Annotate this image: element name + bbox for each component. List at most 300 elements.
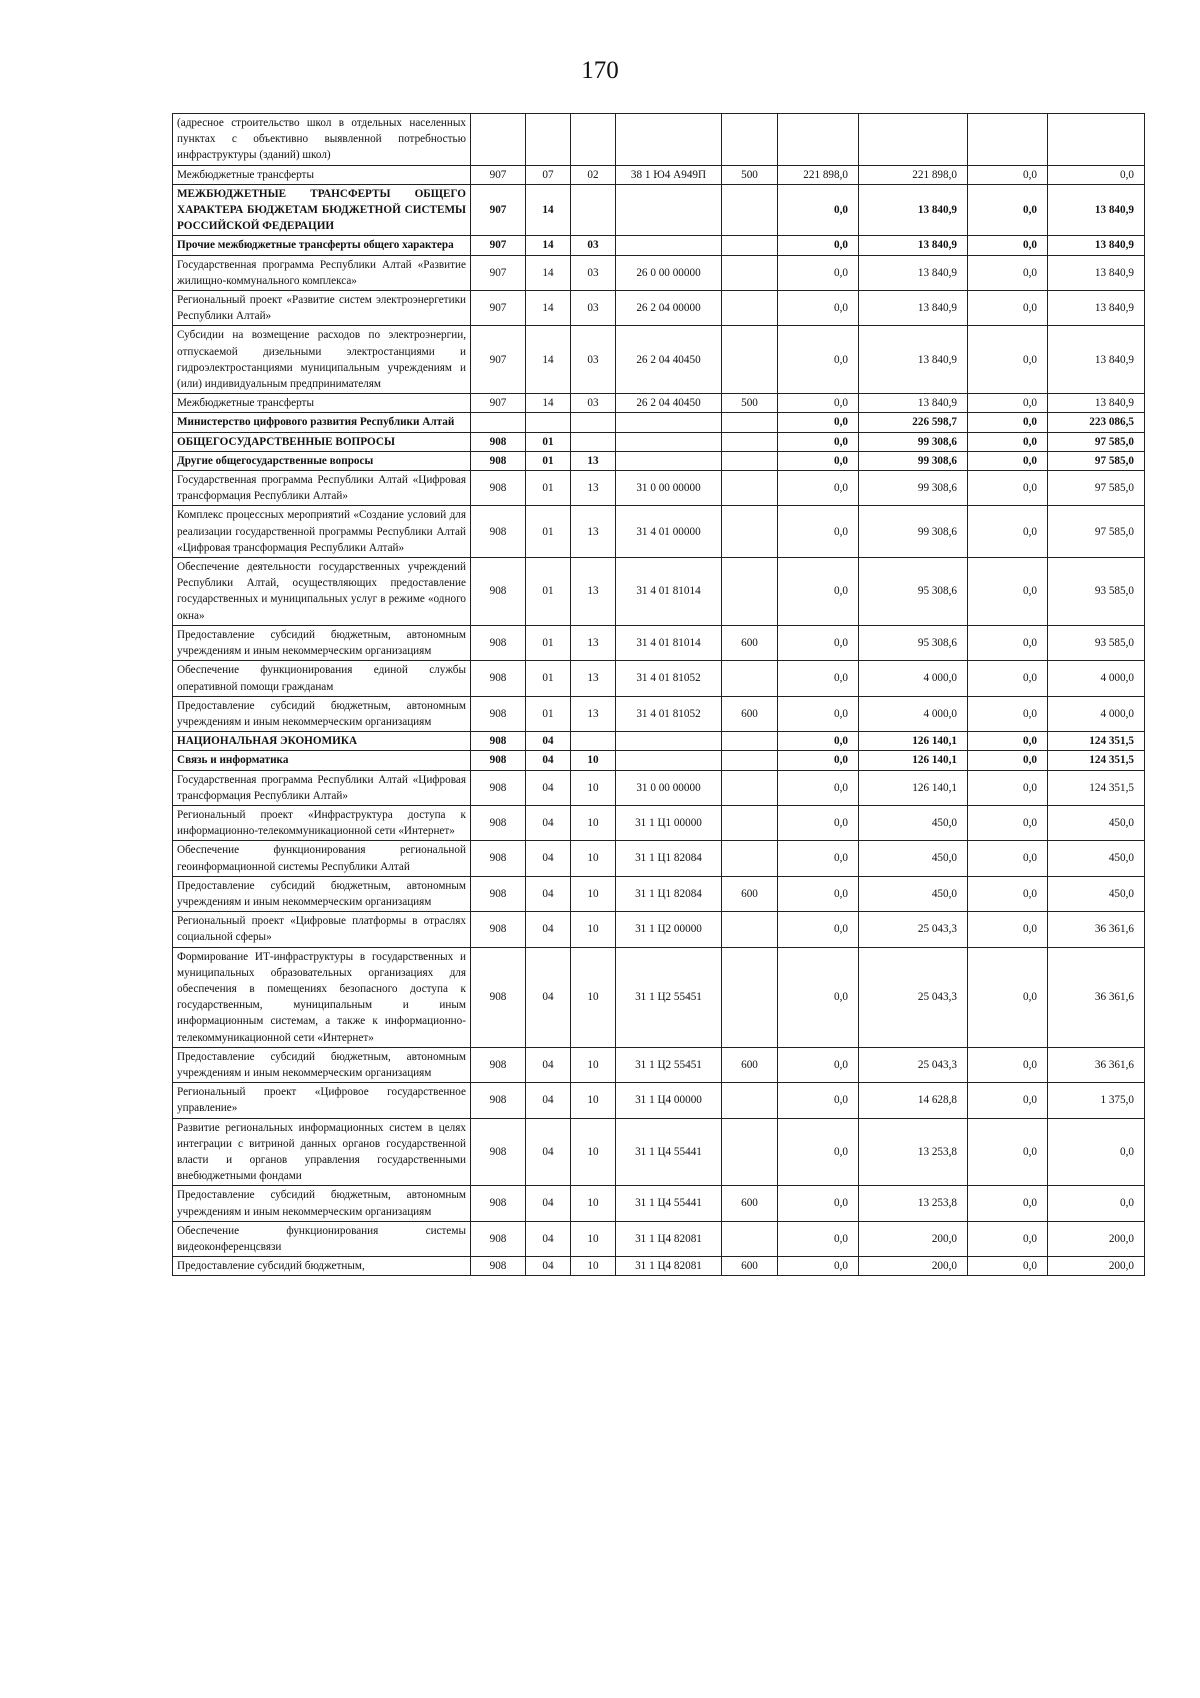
value-1-cell: 0,0 (778, 805, 859, 840)
value-1-cell: 0,0 (778, 394, 859, 413)
value-3-cell: 0,0 (968, 291, 1048, 326)
value-2-cell: 99 308,6 (859, 471, 968, 506)
grbs-code-cell: 908 (471, 912, 526, 947)
subsection-code-cell: 10 (571, 1118, 616, 1186)
grbs-code-cell: 908 (471, 625, 526, 660)
row-name-cell: Комплекс процессных мероприятий «Создание условий для реализации государственной программы Республики Алтай «Цифровая трансформация Республики Алтай» (173, 506, 471, 558)
row-name-cell: Региональный проект «Инфраструктура доступа к информационно-телекоммуникационной сети «Интернет» (173, 805, 471, 840)
value-3-cell (968, 114, 1048, 166)
section-code-cell: 04 (526, 876, 571, 911)
row-name-cell: Региональный проект «Цифровые платформы в отраслях социальной сферы» (173, 912, 471, 947)
value-3-cell: 0,0 (968, 558, 1048, 626)
section-code-cell: 04 (526, 1221, 571, 1256)
section-code-cell: 04 (526, 770, 571, 805)
target-article-cell: 26 2 04 40450 (616, 394, 722, 413)
table-row (173, 1047, 1145, 1082)
subsection-code-cell: 10 (571, 876, 616, 911)
table-row (173, 876, 1145, 911)
row-name-cell: ОБЩЕГОСУДАРСТВЕННЫЕ ВОПРОСЫ (173, 432, 471, 451)
subsection-code-cell: 10 (571, 947, 616, 1047)
subsection-code-cell: 03 (571, 394, 616, 413)
expense-type-cell: 600 (722, 1186, 778, 1221)
value-1-cell: 0,0 (778, 751, 859, 770)
expense-type-cell (722, 1118, 778, 1186)
grbs-code-cell: 908 (471, 1257, 526, 1276)
value-3-cell: 0,0 (968, 732, 1048, 751)
value-1-cell: 0,0 (778, 413, 859, 432)
grbs-code-cell: 908 (471, 451, 526, 470)
value-3-cell: 0,0 (968, 1257, 1048, 1276)
value-1-cell: 0,0 (778, 912, 859, 947)
value-1-cell: 0,0 (778, 506, 859, 558)
value-2-cell: 200,0 (859, 1221, 968, 1256)
section-code-cell: 04 (526, 1257, 571, 1276)
value-2-cell: 126 140,1 (859, 770, 968, 805)
table-row (173, 255, 1145, 290)
table-row (173, 805, 1145, 840)
value-4-cell: 13 840,9 (1048, 326, 1145, 394)
grbs-code-cell: 908 (471, 471, 526, 506)
table-row (173, 291, 1145, 326)
section-code-cell: 04 (526, 1047, 571, 1082)
subsection-code-cell: 13 (571, 625, 616, 660)
value-2-cell: 13 840,9 (859, 184, 968, 236)
table-row (173, 625, 1145, 660)
expense-type-cell (722, 413, 778, 432)
section-code-cell: 01 (526, 558, 571, 626)
target-article-cell: 31 0 00 00000 (616, 471, 722, 506)
value-1-cell: 0,0 (778, 1221, 859, 1256)
section-code-cell: 01 (526, 661, 571, 696)
target-article-cell (616, 184, 722, 236)
value-3-cell: 0,0 (968, 876, 1048, 911)
row-name-cell: Обеспечение функционирования единой службы оперативной помощи гражданам (173, 661, 471, 696)
value-3-cell: 0,0 (968, 1047, 1048, 1082)
target-article-cell: 31 1 Ц4 82081 (616, 1257, 722, 1276)
value-2-cell: 25 043,3 (859, 912, 968, 947)
section-code-cell: 14 (526, 236, 571, 255)
subsection-code-cell: 03 (571, 255, 616, 290)
subsection-code-cell (571, 413, 616, 432)
grbs-code-cell: 907 (471, 165, 526, 184)
section-code-cell: 04 (526, 912, 571, 947)
value-1-cell: 0,0 (778, 558, 859, 626)
value-3-cell: 0,0 (968, 506, 1048, 558)
value-1-cell: 0,0 (778, 625, 859, 660)
expense-type-cell: 600 (722, 876, 778, 911)
value-4-cell: 13 840,9 (1048, 236, 1145, 255)
value-4-cell: 93 585,0 (1048, 625, 1145, 660)
target-article-cell: 31 1 Ц2 55451 (616, 947, 722, 1047)
target-article-cell: 31 1 Ц2 00000 (616, 912, 722, 947)
subsection-code-cell: 10 (571, 805, 616, 840)
value-4-cell: 450,0 (1048, 805, 1145, 840)
grbs-code-cell: 908 (471, 1083, 526, 1118)
value-1-cell: 0,0 (778, 732, 859, 751)
row-name-cell: Государственная программа Республики Алтай «Цифровая трансформация Республики Алтай» (173, 770, 471, 805)
value-2-cell: 126 140,1 (859, 751, 968, 770)
value-2-cell: 13 840,9 (859, 394, 968, 413)
target-article-cell (616, 751, 722, 770)
section-code-cell: 04 (526, 841, 571, 876)
value-1-cell: 0,0 (778, 291, 859, 326)
subsection-code-cell: 13 (571, 451, 616, 470)
row-name-cell: (адресное строительство школ в отдельных населенных пунктах с объективно выявленной потребностью инфраструктуры (зданий) школ) (173, 114, 471, 166)
section-code-cell: 14 (526, 326, 571, 394)
row-name-cell: Обеспечение функционирования системы видеоконференцсвязи (173, 1221, 471, 1256)
target-article-cell (616, 432, 722, 451)
value-4-cell: 223 086,5 (1048, 413, 1145, 432)
row-name-cell: Министерство цифрового развития Республики Алтай (173, 413, 471, 432)
row-name-cell: МЕЖБЮДЖЕТНЫЕ ТРАНСФЕРТЫ ОБЩЕГО ХАРАКТЕРА БЮДЖЕТАМ БЮДЖЕТНОЙ СИСТЕМЫ РОССИЙСКОЙ ФЕДЕРАЦИИ (173, 184, 471, 236)
table-row (173, 1083, 1145, 1118)
row-name-cell: Государственная программа Республики Алтай «Развитие жилищно-коммунального комплекса» (173, 255, 471, 290)
expense-type-cell (722, 661, 778, 696)
table-row (173, 1257, 1145, 1276)
target-article-cell: 31 4 01 00000 (616, 506, 722, 558)
target-article-cell (616, 236, 722, 255)
table-row (173, 394, 1145, 413)
value-2-cell: 25 043,3 (859, 947, 968, 1047)
section-code-cell: 14 (526, 255, 571, 290)
subsection-code-cell: 10 (571, 1047, 616, 1082)
value-4-cell: 0,0 (1048, 1118, 1145, 1186)
grbs-code-cell: 908 (471, 1047, 526, 1082)
value-4-cell: 97 585,0 (1048, 451, 1145, 470)
grbs-code-cell: 908 (471, 1221, 526, 1256)
value-3-cell: 0,0 (968, 255, 1048, 290)
value-3-cell: 0,0 (968, 471, 1048, 506)
value-4-cell: 4 000,0 (1048, 696, 1145, 731)
target-article-cell: 31 1 Ц2 55451 (616, 1047, 722, 1082)
value-4-cell (1048, 114, 1145, 166)
target-article-cell: 31 1 Ц4 55441 (616, 1118, 722, 1186)
value-1-cell: 0,0 (778, 1047, 859, 1082)
section-code-cell: 01 (526, 696, 571, 731)
value-1-cell: 0,0 (778, 1186, 859, 1221)
table-row (173, 471, 1145, 506)
value-3-cell: 0,0 (968, 413, 1048, 432)
row-name-cell: Предоставление субсидий бюджетным, автономным учреждениям и иным некоммерческим организациям (173, 625, 471, 660)
target-article-cell: 38 1 Ю4 А949П (616, 165, 722, 184)
target-article-cell: 31 1 Ц1 82084 (616, 841, 722, 876)
subsection-code-cell: 13 (571, 471, 616, 506)
grbs-code-cell: 907 (471, 184, 526, 236)
value-1-cell (778, 114, 859, 166)
value-4-cell: 93 585,0 (1048, 558, 1145, 626)
expense-type-cell (722, 432, 778, 451)
value-4-cell: 97 585,0 (1048, 432, 1145, 451)
grbs-code-cell: 908 (471, 1186, 526, 1221)
value-1-cell: 0,0 (778, 432, 859, 451)
row-name-cell: Формирование ИТ-инфраструктуры в государственных и муниципальных образовательных организациях для обеспечения в помещениях безопасного доступа к государственным, муниципальным и иным информационным системам, а также к информационно-телекоммуникационной сети «Интернет» (173, 947, 471, 1047)
value-3-cell: 0,0 (968, 236, 1048, 255)
value-3-cell: 0,0 (968, 625, 1048, 660)
row-name-cell: Обеспечение функционирования региональной геоинформационной системы Республики Алтай (173, 841, 471, 876)
subsection-code-cell: 13 (571, 558, 616, 626)
grbs-code-cell: 908 (471, 506, 526, 558)
value-2-cell: 221 898,0 (859, 165, 968, 184)
value-4-cell: 36 361,6 (1048, 947, 1145, 1047)
value-4-cell: 124 351,5 (1048, 770, 1145, 805)
expense-type-cell (722, 912, 778, 947)
table-row (173, 661, 1145, 696)
expense-type-cell (722, 451, 778, 470)
target-article-cell: 31 1 Ц1 82084 (616, 876, 722, 911)
section-code-cell: 04 (526, 1186, 571, 1221)
value-2-cell: 13 840,9 (859, 326, 968, 394)
value-1-cell: 0,0 (778, 841, 859, 876)
value-1-cell: 0,0 (778, 451, 859, 470)
value-4-cell: 13 840,9 (1048, 255, 1145, 290)
table-row (173, 114, 1145, 166)
target-article-cell (616, 114, 722, 166)
value-1-cell: 0,0 (778, 255, 859, 290)
value-1-cell: 0,0 (778, 770, 859, 805)
value-2-cell: 99 308,6 (859, 451, 968, 470)
value-3-cell: 0,0 (968, 165, 1048, 184)
table-row (173, 1221, 1145, 1256)
table-body (173, 114, 1145, 1276)
expense-type-cell (722, 255, 778, 290)
expense-type-cell: 600 (722, 696, 778, 731)
value-4-cell: 0,0 (1048, 1186, 1145, 1221)
section-code-cell: 04 (526, 1118, 571, 1186)
subsection-code-cell: 13 (571, 506, 616, 558)
value-4-cell: 450,0 (1048, 876, 1145, 911)
section-code-cell (526, 413, 571, 432)
target-article-cell (616, 732, 722, 751)
row-name-cell: Межбюджетные трансферты (173, 394, 471, 413)
expense-type-cell: 600 (722, 1047, 778, 1082)
grbs-code-cell: 908 (471, 770, 526, 805)
value-2-cell: 226 598,7 (859, 413, 968, 432)
row-name-cell: Другие общегосударственные вопросы (173, 451, 471, 470)
value-1-cell: 0,0 (778, 184, 859, 236)
expense-type-cell (722, 805, 778, 840)
value-2-cell: 450,0 (859, 841, 968, 876)
section-code-cell: 01 (526, 432, 571, 451)
expense-type-cell (722, 236, 778, 255)
value-4-cell: 13 840,9 (1048, 394, 1145, 413)
grbs-code-cell: 908 (471, 805, 526, 840)
table-row (173, 1118, 1145, 1186)
value-1-cell: 0,0 (778, 1118, 859, 1186)
value-1-cell: 0,0 (778, 876, 859, 911)
target-article-cell: 31 1 Ц4 55441 (616, 1186, 722, 1221)
value-3-cell: 0,0 (968, 1186, 1048, 1221)
target-article-cell: 26 2 04 40450 (616, 326, 722, 394)
value-2-cell: 450,0 (859, 876, 968, 911)
table-row (173, 165, 1145, 184)
row-name-cell: НАЦИОНАЛЬНАЯ ЭКОНОМИКА (173, 732, 471, 751)
table-row (173, 841, 1145, 876)
value-4-cell: 36 361,6 (1048, 912, 1145, 947)
value-2-cell: 95 308,6 (859, 625, 968, 660)
value-3-cell: 0,0 (968, 805, 1048, 840)
grbs-code-cell: 907 (471, 326, 526, 394)
value-2-cell: 200,0 (859, 1257, 968, 1276)
value-3-cell: 0,0 (968, 451, 1048, 470)
grbs-code-cell: 908 (471, 947, 526, 1047)
target-article-cell: 31 1 Ц1 00000 (616, 805, 722, 840)
table-row (173, 770, 1145, 805)
value-1-cell: 0,0 (778, 326, 859, 394)
value-2-cell: 450,0 (859, 805, 968, 840)
row-name-cell: Обеспечение деятельности государственных учреждений Республики Алтай, осуществляющих предоставление государственных и муниципальных услуг в режиме «одного окна» (173, 558, 471, 626)
section-code-cell: 14 (526, 184, 571, 236)
row-name-cell: Межбюджетные трансферты (173, 165, 471, 184)
expense-type-cell (722, 732, 778, 751)
target-article-cell: 31 4 01 81052 (616, 696, 722, 731)
value-3-cell: 0,0 (968, 696, 1048, 731)
value-4-cell: 1 375,0 (1048, 1083, 1145, 1118)
grbs-code-cell: 907 (471, 394, 526, 413)
table-row (173, 947, 1145, 1047)
value-3-cell: 0,0 (968, 661, 1048, 696)
subsection-code-cell: 03 (571, 236, 616, 255)
table-row (173, 912, 1145, 947)
table-row (173, 413, 1145, 432)
expense-type-cell: 600 (722, 625, 778, 660)
page-number: 170 (581, 57, 619, 84)
row-name-cell: Прочие межбюджетные трансферты общего характера (173, 236, 471, 255)
subsection-code-cell: 13 (571, 661, 616, 696)
row-name-cell: Предоставление субсидий бюджетным, автономным учреждениям и иным некоммерческим организациям (173, 696, 471, 731)
value-4-cell: 13 840,9 (1048, 184, 1145, 236)
grbs-code-cell: 908 (471, 876, 526, 911)
value-2-cell: 14 628,8 (859, 1083, 968, 1118)
value-3-cell: 0,0 (968, 751, 1048, 770)
value-4-cell: 97 585,0 (1048, 506, 1145, 558)
subsection-code-cell (571, 184, 616, 236)
subsection-code-cell: 13 (571, 696, 616, 731)
value-4-cell: 97 585,0 (1048, 471, 1145, 506)
section-code-cell: 04 (526, 805, 571, 840)
section-code-cell (526, 114, 571, 166)
expense-type-cell (722, 841, 778, 876)
value-2-cell: 95 308,6 (859, 558, 968, 626)
expense-type-cell (722, 1083, 778, 1118)
table-row (173, 1186, 1145, 1221)
section-code-cell: 01 (526, 625, 571, 660)
grbs-code-cell: 908 (471, 841, 526, 876)
table-row (173, 451, 1145, 470)
expense-type-cell: 600 (722, 1257, 778, 1276)
value-3-cell: 0,0 (968, 770, 1048, 805)
value-3-cell: 0,0 (968, 1083, 1048, 1118)
section-code-cell: 07 (526, 165, 571, 184)
subsection-code-cell (571, 114, 616, 166)
value-4-cell: 124 351,5 (1048, 751, 1145, 770)
subsection-code-cell: 10 (571, 912, 616, 947)
grbs-code-cell: 908 (471, 661, 526, 696)
value-2-cell: 13 840,9 (859, 291, 968, 326)
expense-type-cell (722, 184, 778, 236)
row-name-cell: Предоставление субсидий бюджетным, (173, 1257, 471, 1276)
table-row (173, 506, 1145, 558)
table-row (173, 236, 1145, 255)
value-2-cell: 13 253,8 (859, 1118, 968, 1186)
target-article-cell: 31 1 Ц4 00000 (616, 1083, 722, 1118)
table-row (173, 184, 1145, 236)
target-article-cell: 26 2 04 00000 (616, 291, 722, 326)
expense-type-cell (722, 751, 778, 770)
value-3-cell: 0,0 (968, 841, 1048, 876)
value-2-cell (859, 114, 968, 166)
table-row (173, 558, 1145, 626)
value-2-cell: 4 000,0 (859, 661, 968, 696)
value-2-cell: 99 308,6 (859, 432, 968, 451)
grbs-code-cell: 907 (471, 255, 526, 290)
value-2-cell: 126 140,1 (859, 732, 968, 751)
expense-type-cell (722, 326, 778, 394)
grbs-code-cell: 908 (471, 696, 526, 731)
subsection-code-cell: 10 (571, 770, 616, 805)
section-code-cell: 01 (526, 506, 571, 558)
grbs-code-cell: 908 (471, 751, 526, 770)
value-1-cell: 0,0 (778, 1083, 859, 1118)
section-code-cell: 01 (526, 451, 571, 470)
section-code-cell: 04 (526, 751, 571, 770)
value-1-cell: 0,0 (778, 471, 859, 506)
subsection-code-cell: 10 (571, 1186, 616, 1221)
target-article-cell: 31 4 01 81014 (616, 558, 722, 626)
subsection-code-cell: 10 (571, 1083, 616, 1118)
subsection-code-cell: 10 (571, 751, 616, 770)
row-name-cell: Государственная программа Республики Алтай «Цифровая трансформация Республики Алтай» (173, 471, 471, 506)
row-name-cell: Региональный проект «Развитие систем электроэнергетики Республики Алтай» (173, 291, 471, 326)
row-name-cell: Предоставление субсидий бюджетным, автономным учреждениям и иным некоммерческим организациям (173, 1186, 471, 1221)
target-article-cell: 31 4 01 81052 (616, 661, 722, 696)
grbs-code-cell: 908 (471, 558, 526, 626)
table-row (173, 732, 1145, 751)
value-1-cell: 0,0 (778, 661, 859, 696)
section-code-cell: 04 (526, 1083, 571, 1118)
target-article-cell: 31 1 Ц4 82081 (616, 1221, 722, 1256)
expense-type-cell (722, 1221, 778, 1256)
value-2-cell: 13 840,9 (859, 255, 968, 290)
value-4-cell: 0,0 (1048, 165, 1145, 184)
value-1-cell: 0,0 (778, 236, 859, 255)
value-4-cell: 13 840,9 (1048, 291, 1145, 326)
grbs-code-cell (471, 114, 526, 166)
table-row (173, 696, 1145, 731)
expense-type-cell (722, 770, 778, 805)
grbs-code-cell: 908 (471, 432, 526, 451)
grbs-code-cell: 907 (471, 236, 526, 255)
value-3-cell: 0,0 (968, 912, 1048, 947)
section-code-cell: 14 (526, 291, 571, 326)
expense-type-cell (722, 558, 778, 626)
subsection-code-cell: 10 (571, 1257, 616, 1276)
section-code-cell: 04 (526, 732, 571, 751)
target-article-cell: 31 4 01 81014 (616, 625, 722, 660)
expense-type-cell (722, 471, 778, 506)
grbs-code-cell: 908 (471, 732, 526, 751)
value-2-cell: 99 308,6 (859, 506, 968, 558)
expense-type-cell (722, 947, 778, 1047)
value-2-cell: 13 253,8 (859, 1186, 968, 1221)
table-row (173, 432, 1145, 451)
section-code-cell: 04 (526, 947, 571, 1047)
value-3-cell: 0,0 (968, 1221, 1048, 1256)
subsection-code-cell: 03 (571, 291, 616, 326)
value-3-cell: 0,0 (968, 947, 1048, 1047)
budget-table (172, 113, 1145, 1276)
target-article-cell: 31 0 00 00000 (616, 770, 722, 805)
expense-type-cell (722, 291, 778, 326)
